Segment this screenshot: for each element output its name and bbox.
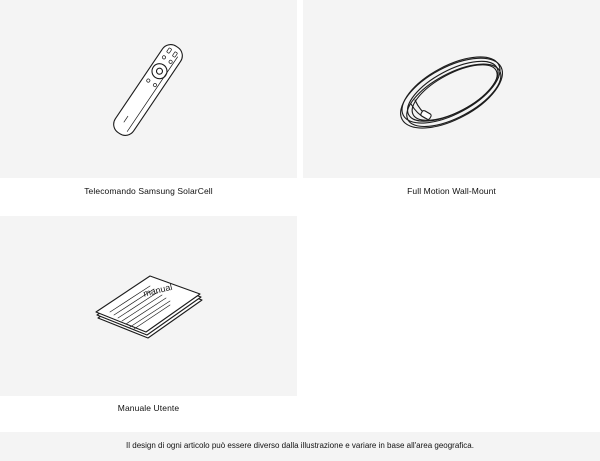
item-caption-manual: Manuale Utente — [117, 403, 180, 413]
manual-cover-title: manual — [142, 281, 174, 299]
item-caption-cable: Full Motion Wall-Mount — [407, 186, 496, 196]
item-tile-manual — [0, 216, 297, 396]
remote-control-icon — [0, 0, 297, 178]
cable-coil-icon — [303, 0, 600, 178]
item-caption-remote: Telecomando Samsung SolarCell — [84, 186, 213, 196]
manual-booklet-icon — [0, 216, 297, 396]
item-tile-cable — [303, 0, 600, 178]
item-tile-remote — [0, 0, 297, 178]
footer-disclaimer-bar — [0, 432, 600, 461]
footer-disclaimer: Il design di ogni articolo può essere diverso dalla illustrazione e variare in base all'area geografica. — [126, 441, 474, 450]
